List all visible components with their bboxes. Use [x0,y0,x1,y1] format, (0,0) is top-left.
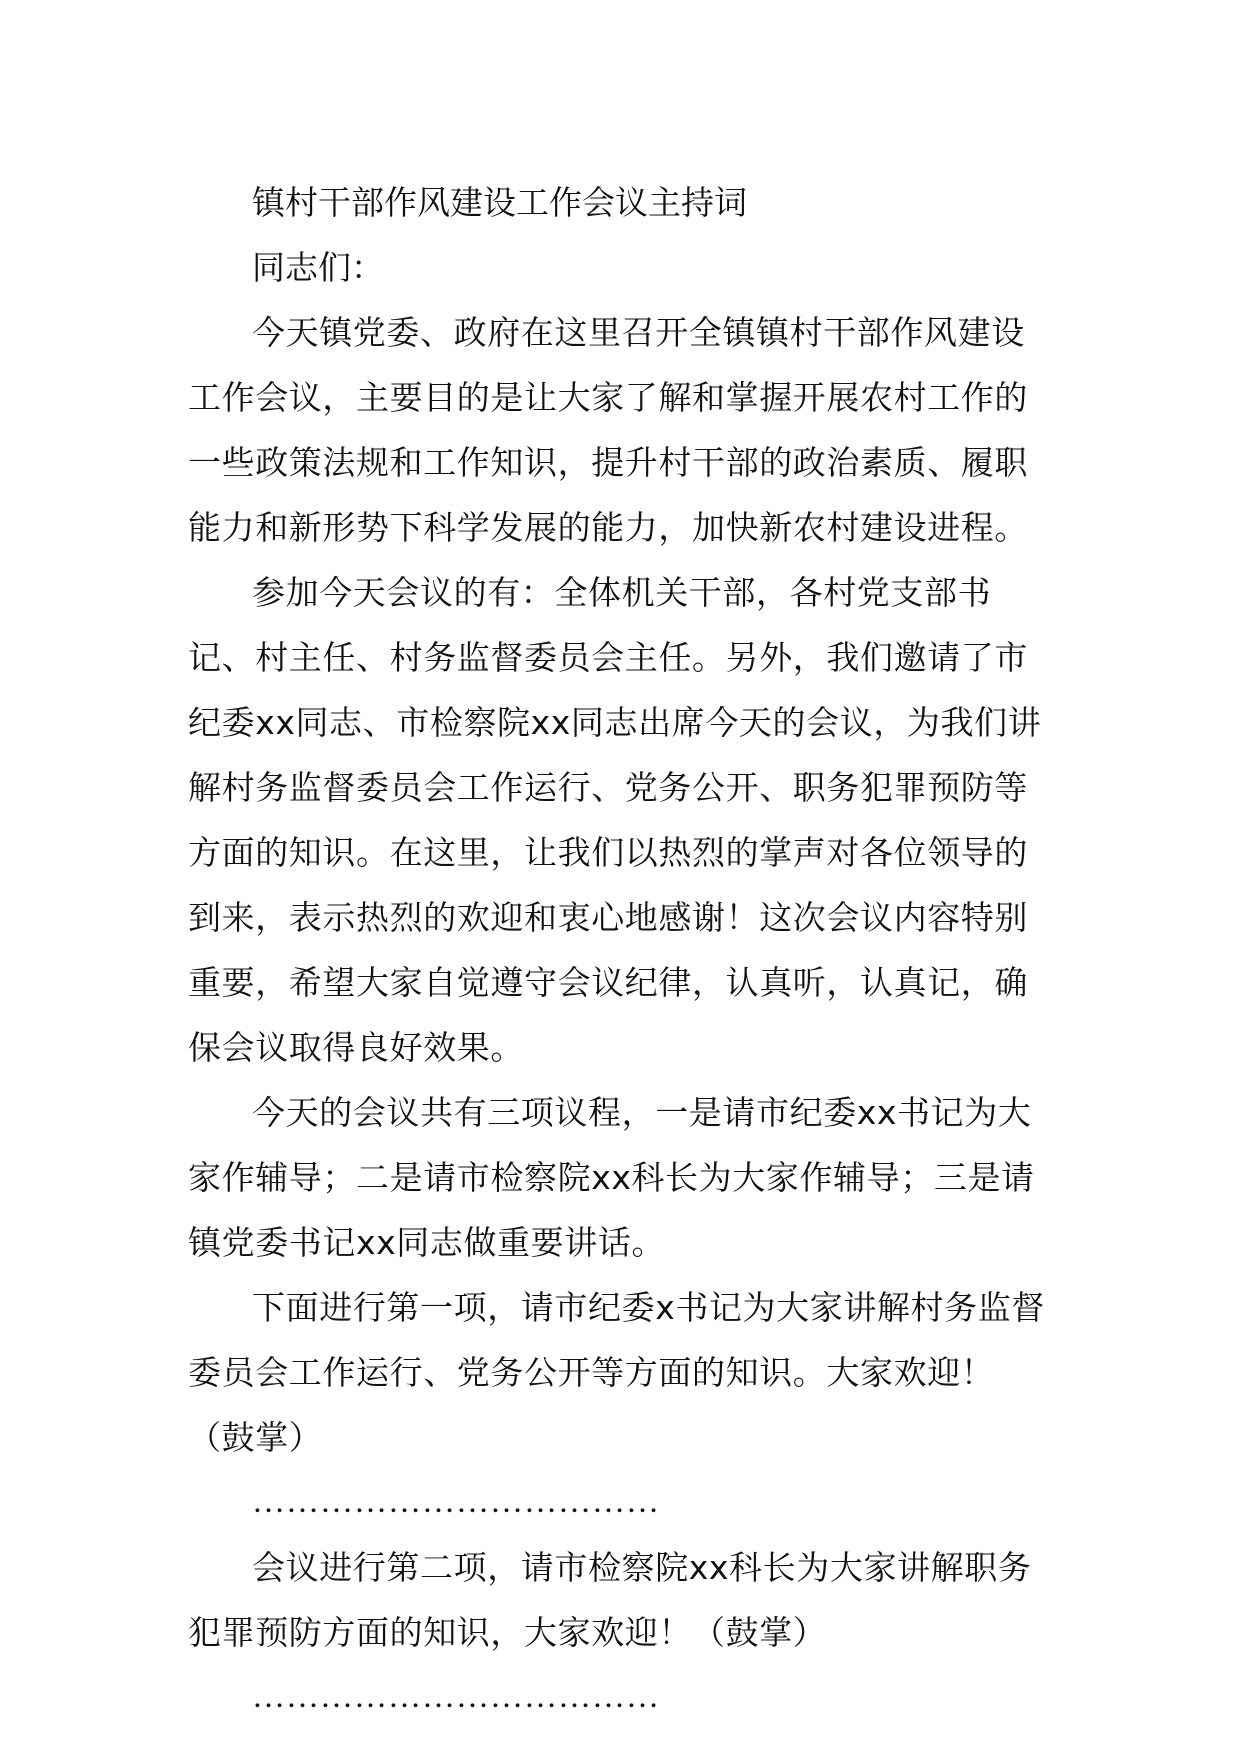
document-body [188,170,1058,1730]
paragraph-attendees: 参加今天会议的有：全体机关干部，各村党支部书记、村主任、村务监督委员会主任。另外，我们邀请了市纪委xx同志、市检察院xx同志出席今天的会议，为我们讲解村务监督委员会工作运行、党务公开、职务犯罪预防等方面的知识。在这里，让我们以热烈的掌声对各位领导的到来，表示热烈的欢迎和衷心地感谢！这次会议内容特别重要，希望大家自觉遵守会议纪律，认真听，认真记，确保会议取得良好效果。 [188,573,1042,1067]
document-title: 镇村干部作风建设工作会议主持词 [252,183,747,222]
paragraph-purpose: 今天镇党委、政府在这里召开全镇镇村干部作风建设工作会议，主要目的是让大家了解和掌握开展农村工作的一些政策法规和工作知识，提升村干部的政治素质、履职能力和新形势下科学发展的能力，加快新农村建设进程。 [188,313,1028,547]
ellipsis-separator-2: ……………………………… [252,1679,660,1715]
ellipsis-separator-1: ……………………………… [252,1484,660,1520]
paragraph-item-one: 下面进行第一项，请市纪委x书记为大家讲解村务监督委员会工作运行、党务公开等方面的知识。大家欢迎！（鼓掌） [188,1288,1045,1457]
paragraph-agenda: 今天的会议共有三项议程，一是请市纪委xx书记为大家作辅导；二是请市检察院xx科长为大家作辅导；三是请镇党委书记xx同志做重要讲话。 [188,1093,1035,1262]
paragraph-item-two: 会议进行第二项，请市检察院xx科长为大家讲解职务犯罪预防方面的知识，大家欢迎！（鼓掌） [188,1548,1032,1652]
salutation: 同志们： [252,248,384,287]
